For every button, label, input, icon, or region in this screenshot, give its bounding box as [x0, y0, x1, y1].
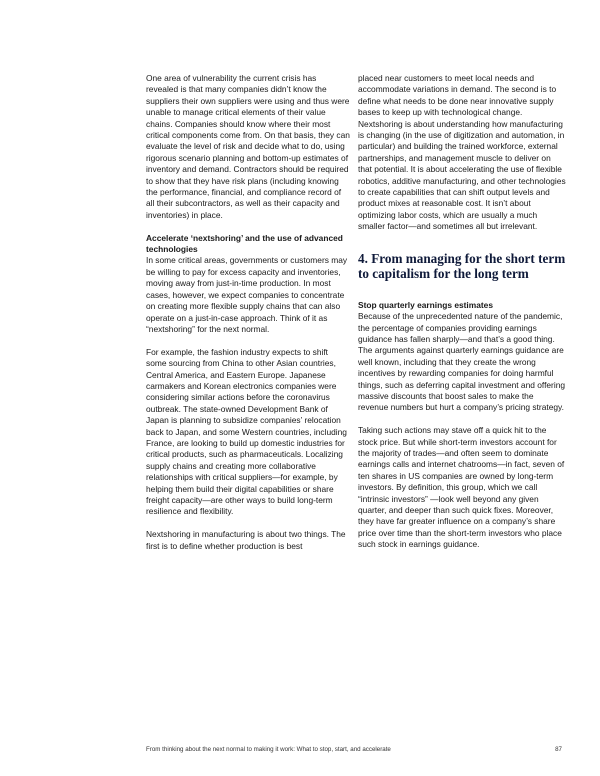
left-paragraph-1: One area of vulnerability the current crisis has revealed is that many companies didn’t know the suppliers their own suppliers were using and thus were unable to manage critical elements of their value chains. Companies should know where their most critical components come from. On that basis, they can evaluate the level of risk and decide what to do, using rigorous scenario planning and bottom-up estimates of inventory and demand. Contractors should be required to show that they have risk plans (including knowing the performance, financial, and compliance record of all their subcontractors, as well as their capacity and inventories) in place. [146, 73, 350, 220]
earnings-subheading: Stop quarterly earnings estimates [358, 299, 493, 310]
right-column [358, 73, 566, 562]
section-heading: 4. From managing for the short term to capitalism for the long term [358, 250, 566, 282]
right-paragraph-3: Taking such actions may stave off a quick hit to the stock price. But while short-term investors account for the majority of trades—and often seem to dominate earnings calls and internet chatrooms—in fact, seven of ten shares in US companies are owned by long-term investors. By definition, this group, which we call “intrinsic investors” —look well beyond any given quarter, and deeper than such quick fixes. Moreover, they have far greater influence on a company’s share price over time than the short-term investors who place such stock in earnings guidance. [358, 425, 565, 550]
right-paragraph-2: Because of the unprecedented nature of the pandemic, the percentage of companies providing earnings guidance has fallen sharply—and that’s a good thing. The arguments against quarterly earnings guidance are well known, including that they create the wrong incentives by rewarding companies for doing harmful things, such as deferring capital investment and offering massive discounts that boost sales to make the revenue numbers but hurt a company’s pricing strategy. [358, 311, 566, 413]
left-column [146, 73, 350, 563]
left-paragraph-3: For example, the fashion industry expects to shift some sourcing from China to other Asian countries, Central America, and Eastern Europe. Japanese carmakers and Korean electronics companies were considering similar actions before the coronavirus outbreak. The state-owned Development Bank of Japan is planning to subsidize companies’ relocation back to Japan, and some Western countries, including France, are looking to build up domestic industries for critical products, such as pharmaceuticals. Localizing supply chains and creating more collaborative relationships with critical suppliers—for example, by helping them build their digital capabilities or share freight capacity—are other ways to build long-term resilience and flexibility. [146, 346, 347, 517]
left-paragraph-2: In some critical areas, governments or customers may be willing to pay for excess capacity and inventories, moving away from just-in-time production. In most cases, however, we expect companies to concentrate on creating more flexible supply chains that can also operate on a just-in-case approach. Think of it as “nextshoring” for the next normal. [146, 255, 348, 334]
earnings-block [358, 300, 566, 414]
right-paragraph-1: placed near customers to meet local needs and accommodate variations in demand. The second is to define what needs to be done near innovative supply bases to keep up with technological change. Nextshoring is about understanding how manufacturing is changing (in the use of digitization and automation, in particular) and building the trained workforce, external partnerships, and management muscle to deliver on that potential. It is about accelerating the use of flexible robotics, additive manufacturing, and other technologies to create capabilities that can shift output levels and product mixes at reasonable cost. It isn’t about optimizing labor costs, which are usually a much smaller factor—and sometimes all but irrelevant. [358, 73, 566, 232]
nextshoring-block [146, 233, 350, 336]
footer-title: From thinking about the next normal to making it work: What to stop, start, and accelerate [146, 746, 391, 753]
nextshoring-subheading: Accelerate ‘nextshoring’ and the use of advanced technologies [146, 232, 343, 255]
page-number: 87 [555, 746, 562, 753]
left-paragraph-4: Nextshoring in manufacturing is about two things. The first is to define whether production is best [146, 529, 346, 551]
